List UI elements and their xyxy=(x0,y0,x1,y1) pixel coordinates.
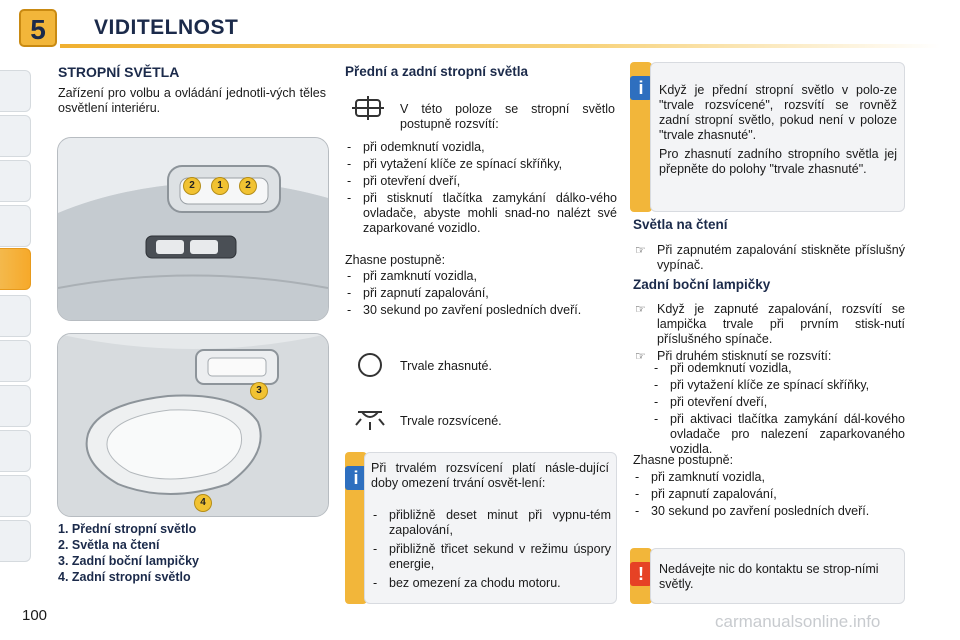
list-item: - při zamknutí vozidla, xyxy=(633,470,905,485)
side-lamps-list xyxy=(635,302,905,364)
list-item: - 30 sekund po zavření posledních dveří. xyxy=(345,303,617,318)
list-item: ☞ Při druhém stisknutí se rozsvítí: xyxy=(635,349,905,364)
rear-light-illustration xyxy=(58,334,328,516)
list-item: - při vytažení klíče ze spínací skříňky, xyxy=(345,157,617,172)
list-item: ☞ Když je zapnuté zapalování, rozsvítí se lampička trvale při prvním stisk-nutí příslušného spínače. xyxy=(635,302,905,347)
section-title-ceiling-lights: STROPNÍ SVĚTLA xyxy=(58,64,180,80)
info-icon: i xyxy=(345,466,367,490)
list-item: - při vytažení klíče ze spínací skříňky, xyxy=(652,378,905,393)
side-tab-7[interactable] xyxy=(0,340,31,382)
info-box-list xyxy=(371,508,611,591)
figure-legend xyxy=(58,522,328,584)
side-tab-active[interactable] xyxy=(0,248,31,290)
list-item: - bez omezení za chodu motoru. xyxy=(371,576,611,591)
watermark: carmanualsonline.info xyxy=(715,612,881,631)
chapter-badge xyxy=(18,8,58,48)
list-item: - přibližně třicet sekund v režimu úspory energie, xyxy=(371,542,611,572)
side-lamps-sublist xyxy=(652,361,905,457)
list-item: - při otevření dveří, xyxy=(652,395,905,410)
side-tab-10[interactable] xyxy=(0,475,31,517)
permanent-off-label: Trvale zhasnuté. xyxy=(400,359,492,373)
front-light-figure xyxy=(57,137,329,321)
legend-item-3: 3. Zadní boční lampičky xyxy=(58,554,200,568)
page-title: VIDITELNOST xyxy=(94,16,239,39)
list-item: - při otevření dveří, xyxy=(345,174,617,189)
info-paragraph-2: Pro zhasnutí zadního stropního světla jej přepněte do polohy "trvale zhasnuté". xyxy=(659,147,897,176)
callout-2-right: 2 xyxy=(239,177,257,195)
list-item: - při zapnutí zapalování, xyxy=(633,487,905,502)
off-conditions-list xyxy=(345,269,617,318)
section-title-front-rear: Přední a zadní stropní světla xyxy=(345,64,529,79)
legend-item-4: 4. Zadní stropní světlo xyxy=(58,570,191,584)
legend-item-2: 2. Světla na čtení xyxy=(58,538,160,552)
door-mode-text: V této poloze se stropní světlo postupně rozsvítí: xyxy=(400,102,615,131)
chapter-number: 5 xyxy=(30,14,46,45)
side-tab-11[interactable] xyxy=(0,520,31,562)
reading-lights-list xyxy=(635,243,905,273)
side-tab-3[interactable] xyxy=(0,160,31,202)
list-item: - při zamknutí vozidla, xyxy=(345,269,617,284)
callout-1: 1 xyxy=(211,177,229,195)
side-tab-1[interactable] xyxy=(0,70,31,112)
list-item: - při zapnutí zapalování, xyxy=(345,286,617,301)
list-item: - při odemknutí vozidla, xyxy=(652,361,905,376)
list-item: - 30 sekund po zavření posledních dveří. xyxy=(633,504,905,519)
callout-4: 4 xyxy=(194,494,212,512)
permanent-on-info-box xyxy=(364,452,617,604)
section-title-side-lamps: Zadní boční lampičky xyxy=(633,277,771,292)
warning-box xyxy=(650,548,905,604)
list-item: - při odemknutí vozidla, xyxy=(345,140,617,155)
warning-text: Nedávejte nic do kontaktu se strop-ními světly. xyxy=(659,562,879,591)
list-item: - při aktivaci tlačítka zamykání dál-kového ovladače pro nalezení zaparkovaného vozidla. xyxy=(652,412,905,457)
door-mode-icon xyxy=(348,94,388,124)
front-light-illustration xyxy=(58,138,328,320)
page-number: 100 xyxy=(22,607,48,624)
side-tab-8[interactable] xyxy=(0,385,31,427)
list-item: - přibližně deset minut při vypnu-tém zapalování, xyxy=(371,508,611,538)
intro-text: Zařízení pro volbu a ovládání jednotli-vých těles osvětlení interiéru. xyxy=(58,86,326,115)
off-heading: Zhasne postupně: xyxy=(345,253,446,267)
on-conditions-list xyxy=(345,140,617,236)
info-box-text: Při trvalém rozsvícení platí násle-dující doby omezení trvání osvět-lení: xyxy=(371,461,609,490)
list-item: ☞ Při zapnutém zapalování stiskněte příslušný vypínač. xyxy=(635,243,905,273)
permanent-on-icon xyxy=(352,404,388,434)
rear-light-info-box xyxy=(650,62,905,212)
legend-item-1: 1. Přední stropní světlo xyxy=(58,522,197,536)
side-tab-6[interactable] xyxy=(0,295,31,337)
side-tab-2[interactable] xyxy=(0,115,31,157)
permanent-on-label: Trvale rozsvícené. xyxy=(400,414,502,428)
permanent-off-icon xyxy=(355,350,385,380)
off-heading-right: Zhasne postupně: xyxy=(633,453,734,467)
off-conditions-list-right xyxy=(633,470,905,519)
list-item: - při stisknutí tlačítka zamykání dálko-vého ovladače, abyste mohli snad-no nalézt své zaparkované vozidlo. xyxy=(345,191,617,236)
info-icon-right: i xyxy=(630,76,652,100)
rear-light-figure xyxy=(57,333,329,517)
warning-icon: ! xyxy=(630,562,652,586)
callout-2-left: 2 xyxy=(183,177,201,195)
header-rule xyxy=(60,44,940,48)
section-title-reading-lights: Světla na čtení xyxy=(633,217,728,232)
callout-3: 3 xyxy=(250,382,268,400)
side-tab-9[interactable] xyxy=(0,430,31,472)
side-tab-4[interactable] xyxy=(0,205,31,247)
info-paragraph-1: Když je přední stropní světlo v polo-ze "trvale rozsvícené", rozsvítí se rovněž zadní stropní světlo, pokud není v poloze "trvale zhasnuté". xyxy=(659,83,897,142)
